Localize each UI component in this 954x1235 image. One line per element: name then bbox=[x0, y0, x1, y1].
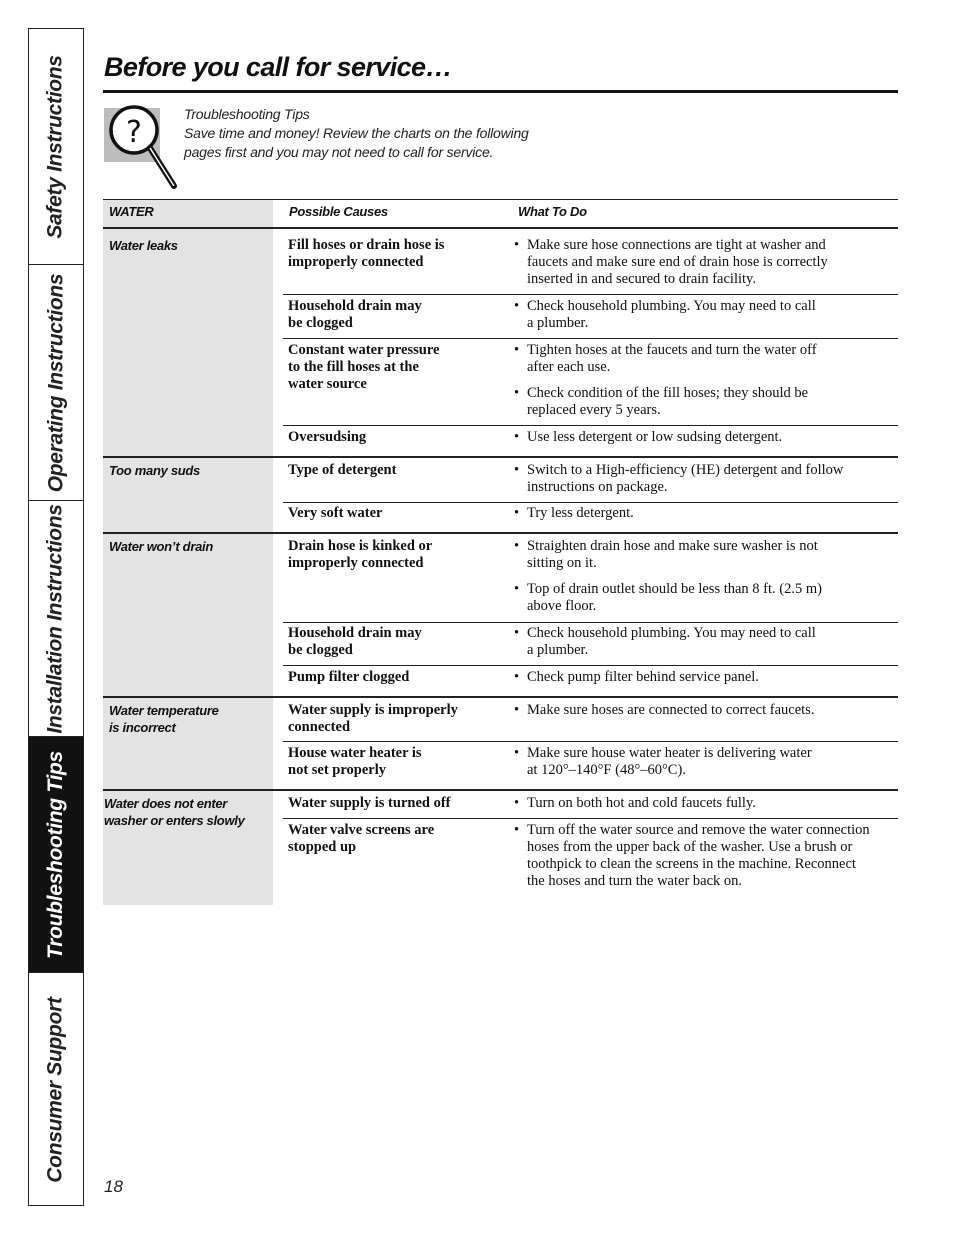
row-divider bbox=[283, 425, 898, 426]
cause-text: Very soft water bbox=[288, 505, 383, 521]
page-number: 18 bbox=[104, 1177, 123, 1196]
todo-item: • Tighten hoses at the faucets and turn the water off after each use. bbox=[514, 342, 898, 376]
cause-text: Water supply is turned off bbox=[288, 795, 451, 811]
column-header-todo: What To Do bbox=[518, 204, 587, 219]
group-divider bbox=[103, 456, 898, 458]
todo-list bbox=[514, 429, 898, 455]
cause-text: Household drain may be clogged bbox=[288, 298, 422, 331]
side-tabs bbox=[28, 28, 84, 1206]
column-header-causes: Possible Causes bbox=[289, 204, 388, 219]
todo-list bbox=[514, 538, 898, 624]
intro-heading: Troubleshooting Tips bbox=[184, 106, 310, 122]
tab-safety-instructions[interactable]: Safety Instructions bbox=[29, 29, 83, 265]
cause-text: House water heater is not set properly bbox=[288, 745, 422, 778]
tab-troubleshooting-tips[interactable]: Troubleshooting Tips bbox=[29, 737, 83, 973]
cause-text: Constant water pressure to the fill hoses at the water source bbox=[288, 342, 440, 392]
problem-label: Water does not enter washer or enters slowly bbox=[104, 796, 245, 828]
row-divider bbox=[283, 622, 898, 623]
intro-text bbox=[184, 105, 529, 162]
problem-label: Water temperature is incorrect bbox=[109, 703, 219, 735]
todo-item: • Check household plumbing. You may need to call a plumber. bbox=[514, 298, 898, 332]
problem-label: Too many suds bbox=[109, 463, 200, 478]
todo-list bbox=[514, 237, 898, 297]
row-divider bbox=[283, 338, 898, 339]
todo-item: • Top of drain outlet should be less than 8 ft. (2.5 m) above floor. bbox=[514, 581, 898, 615]
problem-label: Water won’t drain bbox=[109, 539, 213, 554]
cause-text: Water valve screens are stopped up bbox=[288, 822, 435, 855]
tab-installation-instructions[interactable]: Installation Instructions bbox=[29, 501, 83, 737]
cause-text: Oversudsing bbox=[288, 429, 367, 445]
todo-item: • Switch to a High-efficiency (HE) detergent and follow instructions on package. bbox=[514, 462, 898, 496]
todo-list bbox=[514, 822, 898, 899]
cause-text: Household drain may be clogged bbox=[288, 625, 422, 658]
todo-list bbox=[514, 702, 898, 728]
todo-list bbox=[514, 625, 898, 668]
title-rule bbox=[103, 90, 898, 93]
cause-text: Drain hose is kinked or improperly connected bbox=[288, 538, 433, 571]
todo-item: • Turn on both hot and cold faucets fully. bbox=[514, 795, 898, 812]
page-title: Before you call for service… bbox=[104, 52, 452, 82]
cause-text: Fill hoses or drain hose is improperly connected bbox=[288, 237, 445, 270]
group-divider bbox=[103, 532, 898, 534]
cause-text: Water supply is improperly connected bbox=[288, 702, 458, 735]
row-divider bbox=[283, 294, 898, 295]
todo-item: • Straighten drain hose and make sure washer is not sitting on it. bbox=[514, 538, 898, 572]
todo-item: • Check household plumbing. You may need to call a plumber. bbox=[514, 625, 898, 659]
cause-text: Type of detergent bbox=[288, 462, 397, 478]
group-divider bbox=[103, 789, 898, 791]
todo-item: • Check pump filter behind service panel. bbox=[514, 669, 898, 686]
todo-list bbox=[514, 298, 898, 341]
problem-label: Water leaks bbox=[109, 238, 178, 253]
intro-line-1: Save time and money! Review the charts on the following bbox=[184, 125, 529, 141]
group-divider bbox=[103, 696, 898, 698]
row-divider bbox=[283, 502, 898, 503]
svg-text:?: ? bbox=[126, 115, 142, 150]
row-divider bbox=[283, 818, 898, 819]
row-divider bbox=[283, 741, 898, 742]
row-divider bbox=[283, 665, 898, 666]
table-header-rule bbox=[103, 227, 898, 229]
todo-list bbox=[514, 505, 898, 531]
todo-item: • Make sure hoses are connected to correct faucets. bbox=[514, 702, 898, 719]
todo-item: • Make sure hose connections are tight at washer and faucets and make sure end of drain hose is correctly inserted in and secured to drain facility. bbox=[514, 237, 898, 288]
todo-list bbox=[514, 669, 898, 695]
cause-text: Pump filter clogged bbox=[288, 669, 410, 685]
todo-item: • Use less detergent or low sudsing detergent. bbox=[514, 429, 898, 446]
intro-line-2: pages first and you may not need to call for service. bbox=[184, 144, 494, 160]
todo-item: • Turn off the water source and remove the water connection hoses from the upper back of the washer. Use a brush or toothpick to clean the screens in the machine. Reconnect the hoses and turn the water back on. bbox=[514, 822, 898, 890]
todo-item: • Make sure house water heater is delivering water at 120°–140°F (48°–60°C). bbox=[514, 745, 898, 779]
todo-item: • Check condition of the fill hoses; they should be replaced every 5 years. bbox=[514, 385, 898, 419]
todo-list bbox=[514, 745, 898, 788]
tab-consumer-support[interactable]: Consumer Support bbox=[44, 997, 67, 1183]
question-magnifier-icon bbox=[104, 104, 182, 190]
table-top-rule bbox=[103, 199, 898, 200]
tab-operating-instructions[interactable]: Operating Instructions bbox=[29, 265, 83, 501]
todo-list bbox=[514, 462, 898, 505]
column-header-problem: WATER bbox=[109, 204, 154, 219]
todo-item: • Try less detergent. bbox=[514, 505, 898, 522]
todo-list bbox=[514, 342, 898, 428]
